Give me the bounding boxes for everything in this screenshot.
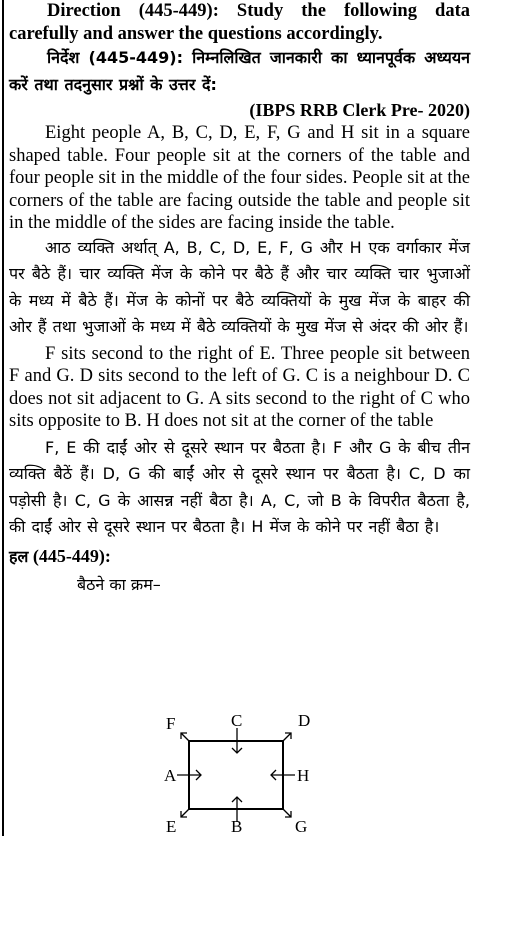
seating-order-label: बैठने का क्रम– bbox=[77, 574, 161, 594]
solution-heading bbox=[9, 543, 470, 570]
person-top-right: D bbox=[298, 711, 311, 730]
solution-heading-hindi: हल bbox=[9, 546, 29, 566]
direction-english: Direction (445-449): Study the following data carefully and answer the questions accordingly. bbox=[9, 1, 470, 44]
arrow-bottom-right bbox=[283, 809, 291, 817]
left-margin-rule bbox=[2, 0, 4, 836]
paragraph-1-hindi: आठ व्यक्ति अर्थात् A, B, C, D, E, F, G और H एक वर्गाकार मेंज पर बैठे हैं। चार व्यक्ति मेंज के कोने पर बैठे हैं और चार व्यक्ति चार भुजाओं के मध्य में बैठे हैं। मेंज के कोनों पर बैठे व्यक्तियों के मुख मेंज के बाहर की ओर हैं तथा भुजाओं के मध्य में बैठे व्यक्तियों के मुख मेंज से अंदर की ओर हैं। bbox=[9, 237, 470, 336]
person-bottom-right: G bbox=[295, 817, 308, 836]
arrow-top-right bbox=[283, 733, 291, 741]
person-mid-right: H bbox=[297, 766, 310, 785]
document-page bbox=[9, 0, 470, 598]
paragraph-2-hindi: F, E की दाईं ओर से दूसरे स्थान पर बैठता है। F और G के बीच तीन व्यक्ति बैठें हैं। D, G की बाईं ओर से दूसरे स्थान पर बैठता है। C, D का पड़ोसी है। C, G के आसन्न नहीं बैठा है। A, C, जो B के विपरीत बैठता है, की दाईं ओर से दूसरे स्थान पर बैठता है। H मेंज के कोने पर नहीं बैठा है। bbox=[9, 437, 470, 536]
solution-heading-range: (445-449): bbox=[32, 545, 111, 566]
person-bottom-mid: B bbox=[231, 817, 243, 836]
seating-diagram bbox=[150, 708, 330, 838]
person-top-left: F bbox=[166, 714, 176, 733]
corner-arrows bbox=[177, 728, 295, 822]
person-mid-left: A bbox=[164, 766, 177, 785]
direction-hindi: निर्देश (445-449): निम्नलिखित जानकारी का ध्यानपूर्वक अध्ययन करें तथा तदनुसार प्रश्नों के उत्तर दें: bbox=[9, 48, 470, 94]
arrow-top-left bbox=[181, 733, 189, 741]
paragraph-2-english: F sits second to the right of E. Three people sit between F and G. D sits second to the left of G. C is a neighbour D. C does not sit adjacent to G. A sits second to the right of C who sits opposite to B. H does not sit at the corner of the table bbox=[9, 343, 470, 431]
person-top-mid: C bbox=[231, 711, 243, 730]
person-bottom-left: E bbox=[166, 817, 177, 836]
source-citation: (IBPS RRB Clerk Pre- 2020) bbox=[249, 100, 470, 120]
arrow-bottom-left bbox=[181, 809, 189, 817]
paragraph-1-english: Eight people A, B, C, D, E, F, G and H sit in a square shaped table. Four people sit at the corners of the table and four people sit in the middle of the four sides. People sit at the corners of the table are facing outside the table and people sit in the middle of the sides are facing inside the table. bbox=[9, 123, 470, 233]
